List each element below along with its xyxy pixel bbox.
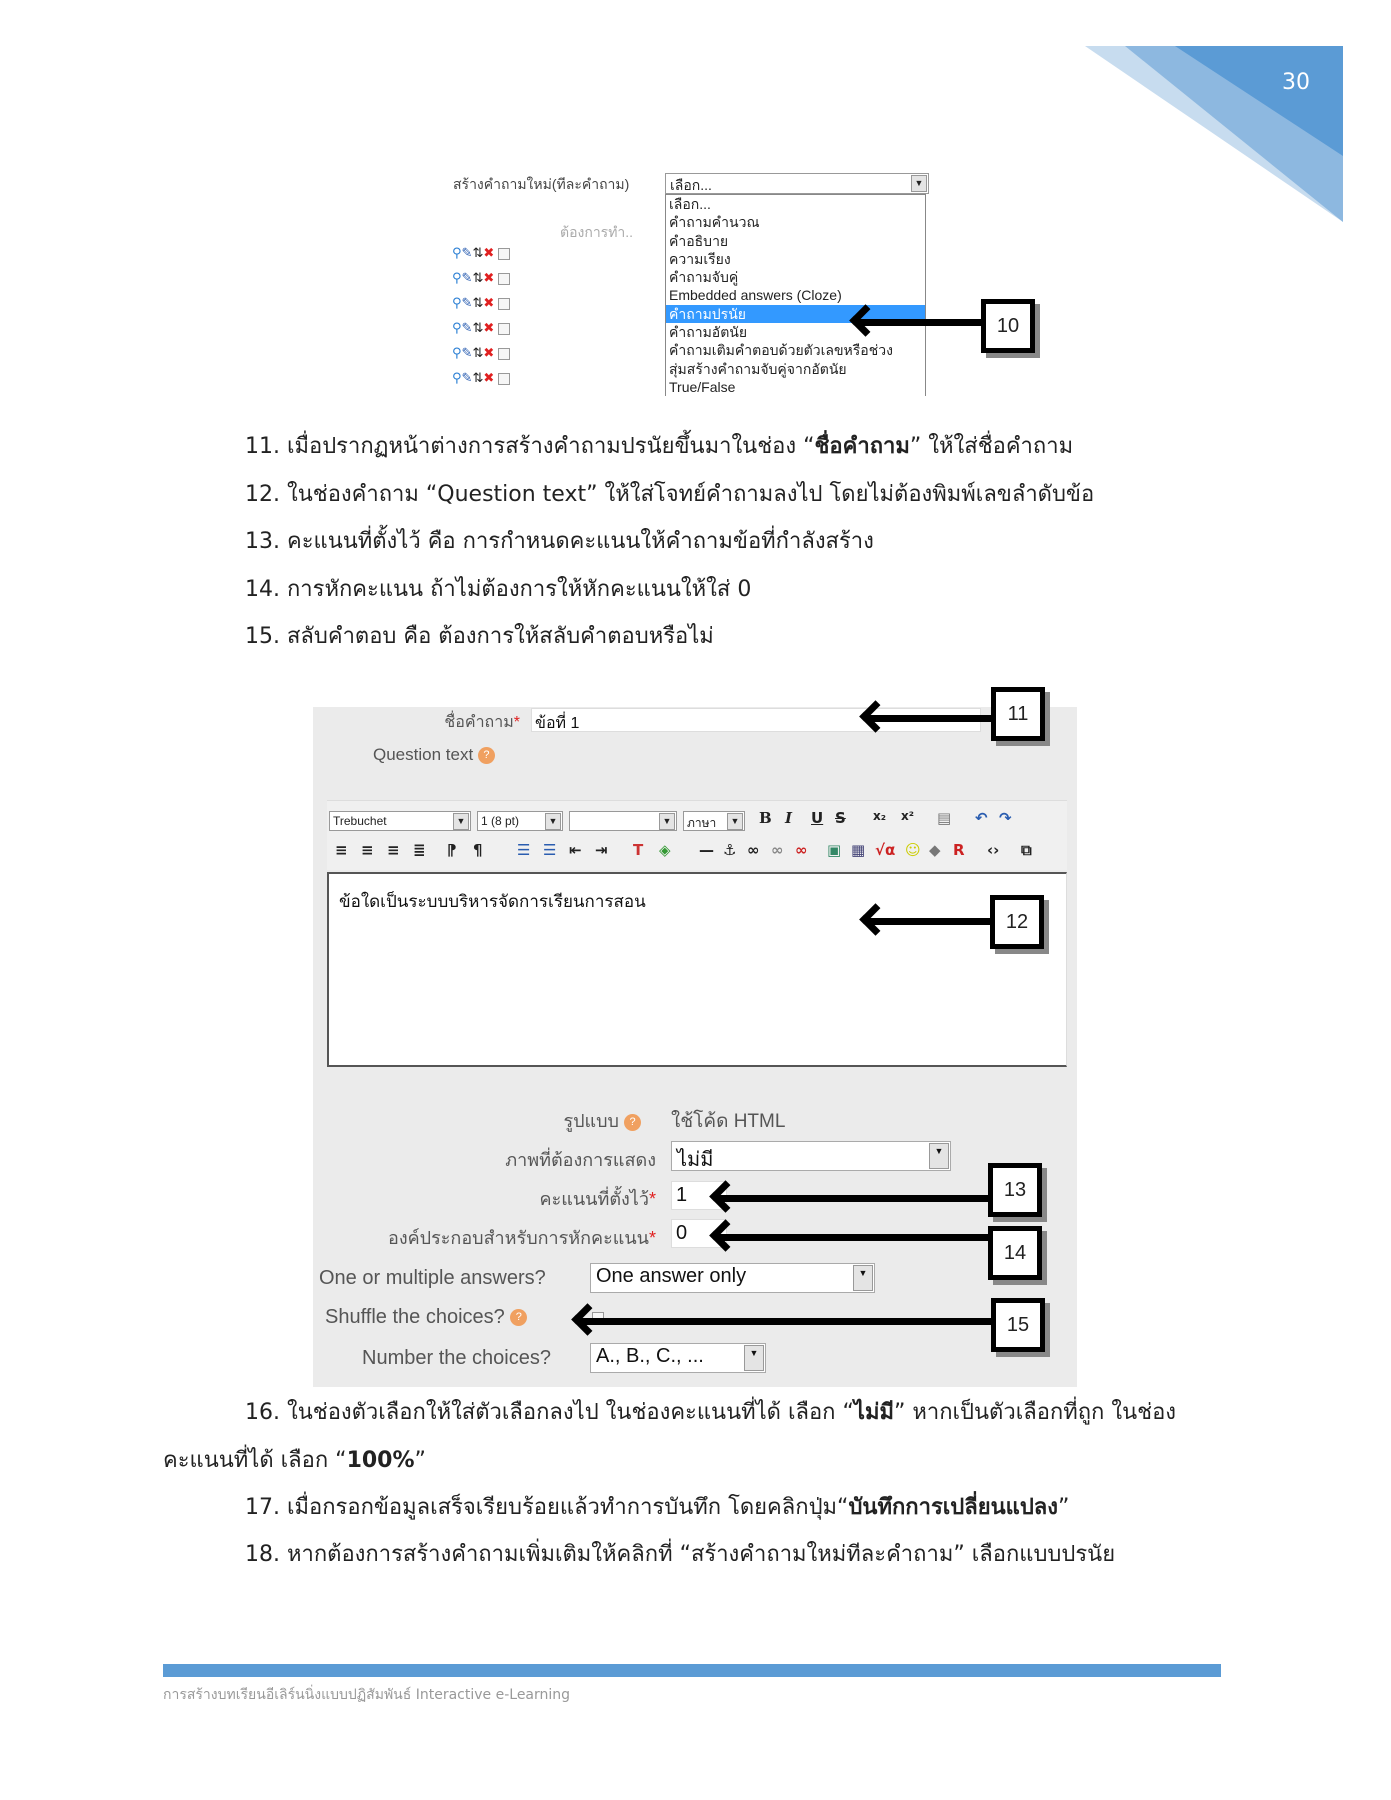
numbering-select[interactable]: A., B., C., ... ▼ (590, 1343, 766, 1373)
subscript-icon[interactable]: x₂ (873, 809, 886, 823)
html-source-icon[interactable]: ‹› (987, 841, 1000, 859)
step-12: 12. ในช่องคำถาม “Question text” ให้ใส่โจทย์คำถามลงไป โดยไม่ต้องพิมพ์เลขลำดับข้อ (245, 481, 1095, 507)
chevron-down-icon: ▼ (853, 1265, 873, 1291)
option-item[interactable]: คำถามคำนวณ (669, 214, 760, 231)
option-item[interactable]: คำถามเติมคำตอบด้วยตัวเลขหรือช่วง (669, 342, 893, 359)
move-icon[interactable]: ⇅ (472, 271, 484, 286)
format-value: ใช้โค้ด HTML (671, 1111, 786, 1132)
question-row (452, 321, 510, 336)
edit-icon[interactable]: ✎ (461, 321, 473, 336)
step-16: 16. ในช่องตัวเลือกให้ใส่ตัวเลือกลงไป ในช่องคะแนนที่ได้ เลือก “ไม่มี” หากเป็นตัวเลือกที่ถูก ในช่อง (245, 1400, 1177, 1425)
penalty-label: องค์ประกอบสำหรับการหักคะแนน* (388, 1228, 656, 1248)
select-checkbox[interactable] (498, 373, 510, 385)
question-row (452, 346, 510, 361)
chevron-down-icon: ▼ (727, 813, 743, 830)
align-center-icon[interactable]: ≡ (361, 841, 374, 859)
preview-icon[interactable]: ⚲ (452, 371, 462, 386)
editor-toolbar (327, 800, 1067, 870)
edit-icon[interactable]: ✎ (461, 371, 473, 386)
delete-icon[interactable]: ✖ (483, 371, 495, 386)
style-select[interactable] (569, 811, 677, 831)
undo-icon[interactable]: ↶ (975, 809, 988, 827)
select-checkbox[interactable] (498, 273, 510, 285)
page-number: 30 (1282, 70, 1310, 95)
option-item[interactable]: คำถามอัตนัย (669, 324, 748, 341)
callout-11: 11 (991, 687, 1045, 741)
question-row (452, 271, 510, 286)
shuffle-label: Shuffle the choices? ? (325, 1306, 527, 1329)
underline-icon[interactable]: U (811, 809, 824, 827)
bg-color-icon[interactable]: ◈ (659, 841, 671, 859)
search-replace-icon[interactable]: R (953, 841, 965, 859)
smiley-icon[interactable]: ☺ (905, 841, 921, 859)
paste-word-icon[interactable]: ▤ (937, 809, 952, 827)
chevron-down-icon: ▼ (659, 813, 675, 830)
move-icon[interactable]: ⇅ (472, 371, 484, 386)
arrow-12 (868, 918, 994, 925)
help-icon[interactable]: ? (510, 1309, 527, 1326)
step-14: 14. การหักคะแนน ถ้าไม่ต้องการให้หักคะแนนให้ใส่ 0 (245, 576, 752, 602)
superscript-icon[interactable]: x² (901, 809, 914, 823)
delete-icon[interactable]: ✖ (483, 296, 495, 311)
edit-icon[interactable]: ✎ (461, 246, 473, 261)
step-15: 15. สลับคำตอบ คือ ต้องการให้สลับคำตอบหรือไม่ (245, 624, 714, 649)
chevron-down-icon: ▼ (929, 1143, 949, 1169)
chevron-down-icon: ▼ (911, 175, 927, 192)
edit-icon[interactable]: ✎ (461, 271, 473, 286)
redo-icon[interactable]: ↷ (999, 809, 1012, 827)
image-icon[interactable]: ▣ (827, 841, 842, 859)
align-right-icon[interactable]: ≡ (387, 841, 400, 859)
grade-label: คะแนนที่ตั้งไว้* (539, 1189, 656, 1209)
ltr-icon[interactable]: ⁋ (447, 841, 457, 859)
callout-15: 15 (991, 1298, 1045, 1352)
horizontal-rule-icon[interactable]: — (699, 841, 714, 859)
footer-bar (163, 1664, 1221, 1677)
option-item[interactable]: คำอธิบาย (669, 232, 729, 249)
column-header: ต้องการทำ.. (560, 224, 634, 240)
option-item[interactable]: Embedded answers (Cloze) (669, 287, 842, 304)
step-18: 18. หากต้องการสร้างคำถามเพิ่มเติมให้คลิกที่ “สร้างคำถามใหม่ทีละคำถาม” เลือกแบบปรนัย (245, 1542, 1116, 1567)
question-row (452, 246, 510, 261)
anchor-icon[interactable]: ⚓ (723, 841, 737, 859)
callout-12: 12 (990, 895, 1044, 949)
font-select[interactable]: Trebuchet ▼ (329, 811, 471, 831)
format-label: รูปแบบ ? (563, 1106, 641, 1135)
chevron-down-icon: ▼ (744, 1345, 764, 1371)
delete-icon[interactable]: ✖ (483, 246, 495, 261)
help-icon[interactable]: ? (624, 1114, 641, 1131)
strikethrough-icon[interactable]: S (835, 809, 846, 827)
question-text-editor[interactable] (327, 872, 1067, 1067)
chevron-down-icon: ▼ (545, 813, 561, 830)
preview-icon[interactable]: ⚲ (452, 271, 462, 286)
option-item[interactable]: คำถามปรนัย (666, 305, 925, 323)
nolink-icon[interactable]: ∞ (795, 841, 808, 859)
size-select[interactable]: 1 (8 pt) ▼ (477, 811, 563, 831)
align-left-icon[interactable]: ≡ (335, 841, 348, 859)
option-item[interactable]: คำถามจับคู่ (669, 269, 739, 286)
unordered-list-icon[interactable]: ☰ (543, 841, 557, 859)
math-icon[interactable]: √α (875, 841, 896, 859)
outdent-icon[interactable]: ⇤ (569, 841, 582, 859)
question-name-input[interactable]: ข้อที่ 1 (531, 708, 981, 732)
arrow-10 (858, 319, 984, 326)
editor-content: ข้อใดเป็นระบบบริหารจัดการเรียนการสอน (339, 892, 646, 911)
preview-icon[interactable]: ⚲ (452, 246, 462, 261)
select-checkbox[interactable] (498, 248, 510, 260)
move-icon[interactable]: ⇅ (472, 321, 484, 336)
option-item[interactable]: เลือก... (669, 196, 711, 212)
step-11: 11. เมื่อปรากฏหน้าต่างการสร้างคำถามปรนัยขึ้นมาในช่อง “ชื่อคำถาม” ให้ใส่ชื่อคำถาม (245, 434, 1074, 459)
delete-icon[interactable]: ✖ (483, 271, 495, 286)
step-13: 13. คะแนนที่ตั้งไว้ คือ การกำหนดคะแนนให้คำถามข้อที่กำลังสร้าง (245, 529, 874, 554)
select-value: เลือก... (670, 177, 712, 193)
link-icon[interactable]: ∞ (747, 841, 760, 859)
indent-icon[interactable]: ⇥ (595, 841, 608, 859)
image-label: ภาพที่ต้องการแสดง (505, 1150, 656, 1170)
table-icon[interactable]: ▦ (851, 841, 866, 859)
image-select[interactable]: ไม่มี ▼ (671, 1141, 951, 1171)
numbering-label: Number the choices? (362, 1347, 551, 1369)
arrow-15 (580, 1318, 994, 1325)
select-checkbox[interactable] (498, 323, 510, 335)
footer-text: การสร้างบทเรียนอีเลิร์นนิ่งแบบปฏิสัมพันธ์ Interactive e-Learning (163, 1687, 571, 1703)
move-icon[interactable]: ⇅ (472, 296, 484, 311)
step-17: 17. เมื่อกรอกข้อมูลเสร็จเรียบร้อยแล้วทำการบันทึก โดยคลิกปุ่ม“บันทึกการเปลี่ยนแปลง” (245, 1495, 1070, 1520)
select-checkbox[interactable] (498, 298, 510, 310)
language-select[interactable]: ภาษา ▼ (683, 811, 745, 831)
arrow-14 (718, 1234, 992, 1241)
new-question-label: สร้างคำถามใหม่(ทีละคำถาม) (453, 176, 630, 192)
name-label: ชื่อคำถาม* (444, 714, 520, 731)
single-label: One or multiple answers? (319, 1267, 546, 1289)
help-icon[interactable]: ? (478, 747, 495, 764)
question-row (452, 371, 510, 386)
question-row (452, 296, 510, 311)
delete-icon[interactable]: ✖ (483, 321, 495, 336)
justify-icon[interactable]: ≣ (413, 841, 426, 859)
preview-icon[interactable]: ⚲ (452, 296, 462, 311)
preview-icon[interactable]: ⚲ (452, 346, 462, 361)
single-select[interactable]: One answer only ▼ (590, 1263, 875, 1293)
option-item[interactable]: สุ่มสร้างคำถามจับคู่จากอัตนัย (669, 360, 847, 377)
option-item[interactable]: ความเรียง (669, 250, 731, 267)
unlink-icon[interactable]: ∞ (771, 841, 784, 859)
arrow-11 (868, 715, 994, 722)
option-item[interactable]: True/False (669, 378, 736, 395)
select-checkbox[interactable] (498, 348, 510, 360)
bold-icon[interactable]: B (759, 809, 772, 827)
question-type-dropdown-list[interactable] (665, 194, 926, 396)
preview-icon[interactable]: ⚲ (452, 321, 462, 336)
callout-13: 13 (988, 1163, 1042, 1217)
special-char-icon[interactable]: ◆ (929, 841, 941, 859)
fullscreen-icon[interactable]: ⧉ (1021, 841, 1032, 859)
edit-icon[interactable]: ✎ (461, 346, 473, 361)
rtl-icon[interactable]: ¶ (473, 841, 483, 859)
callout-14: 14 (988, 1226, 1042, 1280)
penalty-input[interactable]: 0 (671, 1219, 727, 1248)
text-color-icon[interactable]: T (633, 841, 644, 859)
step-16-line2: คะแนนที่ได้ เลือก “100%” (163, 1448, 426, 1473)
arrow-13 (718, 1195, 992, 1202)
question-type-select[interactable] (665, 173, 929, 194)
move-icon[interactable]: ⇅ (472, 346, 484, 361)
ordered-list-icon[interactable]: ☰ (517, 841, 531, 859)
move-icon[interactable]: ⇅ (472, 246, 484, 261)
chevron-down-icon: ▼ (453, 813, 469, 830)
delete-icon[interactable]: ✖ (483, 346, 495, 361)
italic-icon[interactable]: I (785, 809, 793, 827)
grade-input[interactable]: 1 (671, 1181, 727, 1210)
question-text-label: Question text ? (373, 745, 495, 765)
callout-10: 10 (981, 299, 1035, 353)
edit-icon[interactable]: ✎ (461, 296, 473, 311)
